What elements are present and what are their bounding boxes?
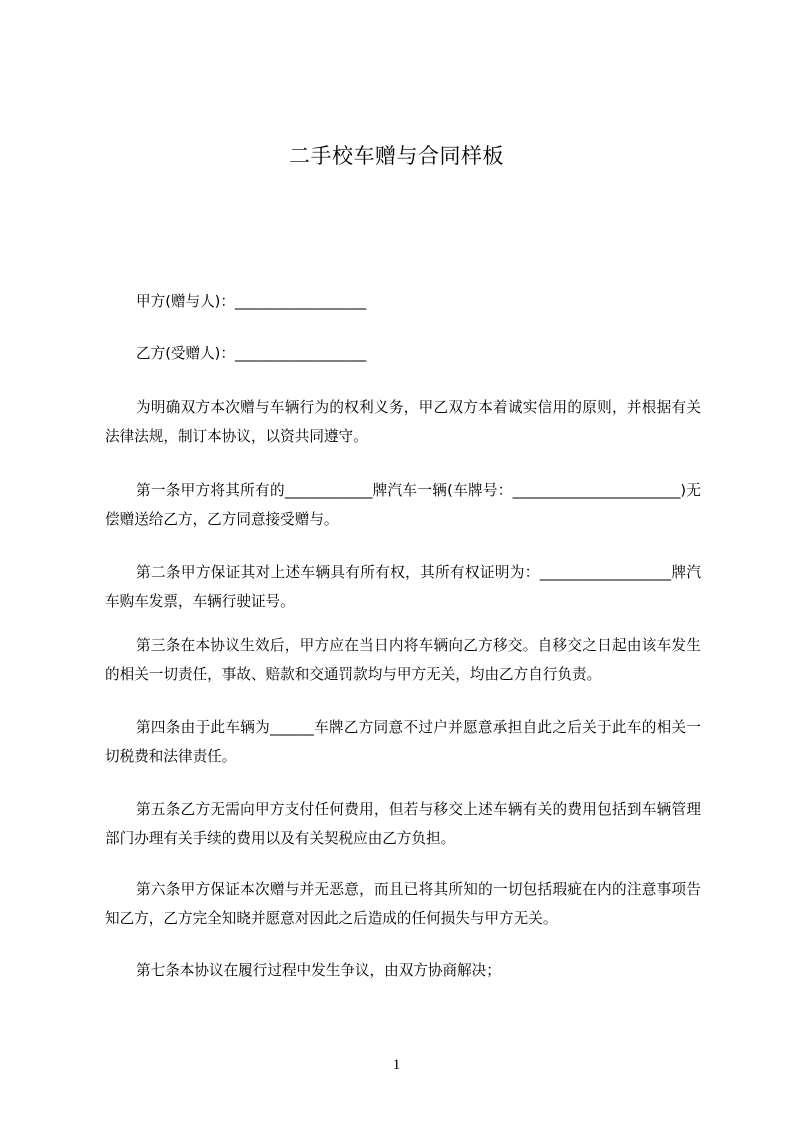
- party-a-line: 甲方(赠与人)：__________________: [136, 293, 367, 310]
- preamble-paragraph: 为明确双方本次赠与车辆行为的权利义务，甲乙双方本着诚实信用的原则，并根据有关法律法规，制订本协议，以资共同遵守。: [105, 399, 701, 445]
- article-2-paragraph: 第二条甲方保证其对上述车辆具有所有权，其所有权证明为：__________________牌汽车购车发票，车辆行驶证号。: [105, 564, 701, 610]
- article-7-paragraph: 第七条本协议在履行过程中发生争议，由双方协商解决；: [136, 962, 501, 979]
- article-3-paragraph: 第三条在本协议生效后，甲方应在当日内将车辆向乙方移交。自移交之日起由该车发生的相关一切责任，事故、赔款和交通罚款均与甲方无关，均由乙方自行负责。: [105, 637, 701, 683]
- article-5-paragraph: 第五条乙方无需向甲方支付任何费用，但若与移交上述车辆有关的费用包括到车辆管理部门办理有关手续的费用以及有关契税应由乙方负担。: [105, 801, 701, 847]
- article-6-paragraph: 第六条甲方保证本次赠与并无恶意，而且已将其所知的一切包括瑕疵在内的注意事项告知乙方，乙方完全知晓并愿意对因此之后造成的任何损失与甲方无关。: [105, 881, 701, 927]
- document-title: 二手校车赠与合同样板: [289, 144, 504, 168]
- page-number: 1: [392, 1057, 401, 1073]
- article-4-paragraph: 第四条由于此车辆为______车牌乙方同意不过户并愿意承担自此之后关于此车的相关一切税费和法律责任。: [105, 719, 701, 765]
- article-1-paragraph: 第一条甲方将其所有的____________牌汽车一辆(车牌号：_______________________)无偿赠送给乙方，乙方同意接受赠与。: [105, 482, 701, 528]
- party-b-line: 乙方(受赠人)：__________________: [136, 345, 367, 362]
